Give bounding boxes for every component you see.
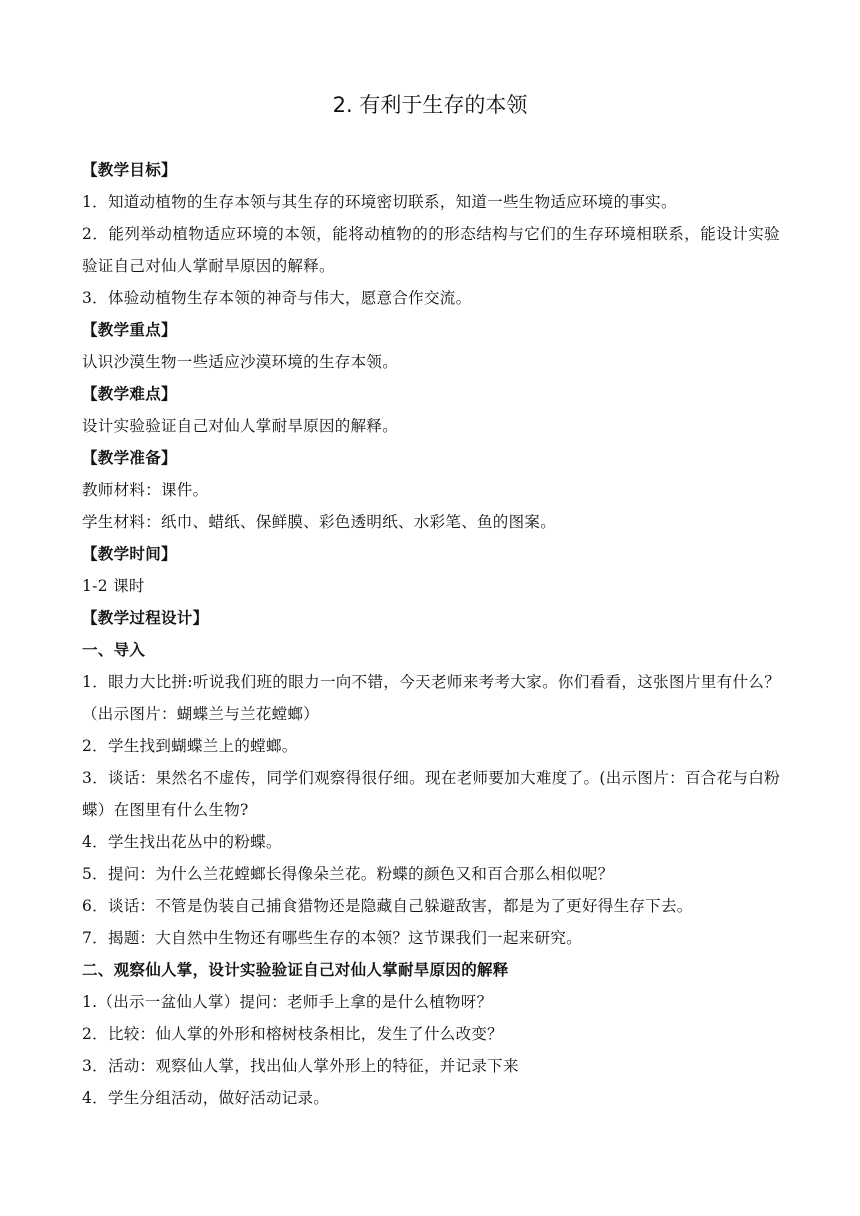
- section1-item-3: 3．谈话：果然名不虚传，同学们观察得很仔细。现在老师要加大难度了。(出示图片：百合花与白粉蝶）在图里有什么生物?: [82, 769, 780, 819]
- time-text: 1-2 课时: [82, 577, 145, 595]
- difficulties-text: 设计实验验证自己对仙人掌耐旱原因的解释。: [82, 417, 399, 435]
- document-title: 2. 有利于生存的本领: [332, 93, 528, 117]
- section2-item-2: 2．比较：仙人掌的外形和榕树枝条相比，发生了什么改变？: [82, 1025, 503, 1043]
- section1-item-4: 4．学生找出花丛中的粉蝶。: [82, 833, 282, 851]
- preparation-heading: 【教学准备】: [82, 449, 177, 467]
- objective-item-1: 1．知道动植物的生存本领与其生存的环境密切联系，知道一些生物适应环境的事实。: [82, 193, 677, 211]
- section2-heading: 二、观察仙人掌，设计实验验证自己对仙人掌耐旱原因的解释: [82, 961, 509, 979]
- difficulties-heading: 【教学难点】: [82, 385, 177, 403]
- key-points-heading: 【教学重点】: [82, 321, 177, 339]
- preparation-teacher: 教师材料：课件。: [82, 481, 209, 499]
- document-body: [82, 154, 780, 1114]
- section1-item-5: 5．提问：为什么兰花螳螂长得像朵兰花。粉蝶的颜色又和百合那么相似呢？: [82, 865, 614, 883]
- section2-item-4: 4．学生分组活动，做好活动记录。: [82, 1089, 330, 1107]
- section1-heading: 一、导入: [82, 641, 146, 659]
- preparation-student: 学生材料：纸巾、蜡纸、保鲜膜、彩色透明纸、水彩笔、鱼的图案。: [82, 513, 557, 531]
- section1-item-2: 2．学生找到蝴蝶兰上的螳螂。: [82, 737, 298, 755]
- process-heading: 【教学过程设计】: [82, 609, 209, 627]
- objective-item-2: 2．能列举动植物适应环境的本领，能将动植物的的形态结构与它们的生存环境相联系，能设计实验验证自己对仙人掌耐旱原因的解释。: [82, 225, 780, 275]
- section1-item-1: 1．眼力大比拼:听说我们班的眼力一向不错，今天老师来考考大家。你们看看，这张图片里有什么？（出示图片：蝴蝶兰与兰花螳螂）: [82, 673, 780, 723]
- section2-item-1: 1.（出示一盆仙人掌）提问：老师手上拿的是什么植物呀？: [82, 993, 493, 1011]
- section1-item-7: 7．揭题：大自然中生物还有哪些生存的本领？这节课我们一起来研究。: [82, 929, 582, 947]
- time-heading: 【教学时间】: [82, 545, 177, 563]
- section2-item-3: 3．活动：观察仙人掌，找出仙人掌外形上的特征，并记录下来: [82, 1057, 519, 1075]
- key-points-text: 认识沙漠生物一些适应沙漠环境的生存本领。: [82, 353, 399, 371]
- objective-item-3: 3．体验动植物生存本领的神奇与伟大，愿意合作交流。: [82, 289, 472, 307]
- section1-item-6: 6．谈话：不管是伪装自己捕食猎物还是隐藏自己躲避敌害，都是为了更好得生存下去。: [82, 897, 693, 915]
- objectives-heading: 【教学目标】: [82, 161, 177, 179]
